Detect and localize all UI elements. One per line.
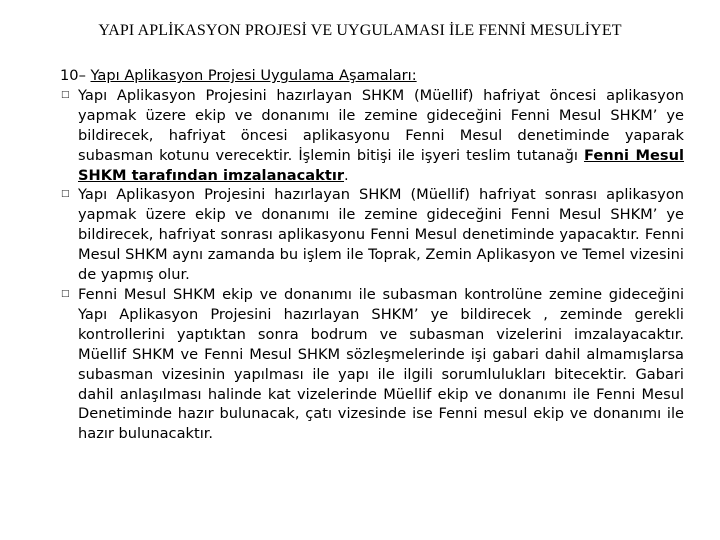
bullet-tail: . (344, 166, 349, 184)
bullet-item (60, 285, 684, 444)
content-section (60, 66, 684, 444)
bullet-emphasis: Fenni Mesul SHKM tarafından imzalanacaktır (78, 146, 685, 184)
section-number: 10– (60, 67, 86, 84)
square-bullet-icon: □ (61, 89, 70, 100)
bullet-text: Yapı Aplikasyon Projesini hazırlayan SHKM (Müellif) hafriyat öncesi aplikasyon yapmak üzere ekip ve donanımı ile zemine gideceğini Fenni Mesul SHKM’ ye bildirecek, hafriyat öncesi aplikasyonu Fenni Mesul denetiminde yaparak subasman kotunu verecektir. İşlemin bitişi ile işyeri teslim tutanağı (78, 86, 684, 164)
bullet-item (60, 185, 684, 285)
bullet-text: Fenni Mesul SHKM ekip ve donanımı ile subasman kontrolüne zemine gideceğini Yapı Aplikasyon Projesini hazırlayan SHKM’ ye bildirecek , zeminde gerekli kontrollerini yaptıktan sonra bodrum ve subasman vizelerini imzalayacaktır. Müellif SHKM ve Fenni Mesul SHKM sözleşmelerinde işi gabari dahil almamışlarsa subasman vizesinin yapılması ile yapı ile ilgili sorumlulukları bitecektir. Gabari dahil anlaşılması halinde kat vizelerinde Müellif ekip ve donanımı ile Fenni Mesul Denetiminde hazır bulunacak, çatı vizesinde ise Fenni mesul ekip ve donanımı ile hazır bulunacaktır. (78, 285, 684, 443)
bullet-item (60, 86, 684, 186)
square-bullet-icon: □ (61, 189, 70, 200)
bullet-text: Yapı Aplikasyon Projesini hazırlayan SHKM (Müellif) hafriyat sonrası aplikasyon yapmak üzere ekip ve donanımı ile zemine gideceğini Fenni Mesul SHKM’ ye bildirecek, hafriyat sonrası aplikasyonu Fenni Mesul denetiminde yapacaktır. Fenni Mesul SHKM aynı zamanda bu işlem ile Toprak, Zemin Aplikasyon ve Temel vizesini de yapmış olur. (78, 186, 684, 284)
section-heading-text: Yapı Aplikasyon Projesi Uygulama Aşamaları: (90, 67, 417, 84)
page-title: YAPI APLİKASYON PROJESİ VE UYGULAMASI İLE FENNİ MESULİYET (98, 22, 622, 39)
bullet-list (60, 86, 684, 444)
square-bullet-icon: □ (61, 288, 70, 299)
section-heading (60, 66, 684, 86)
